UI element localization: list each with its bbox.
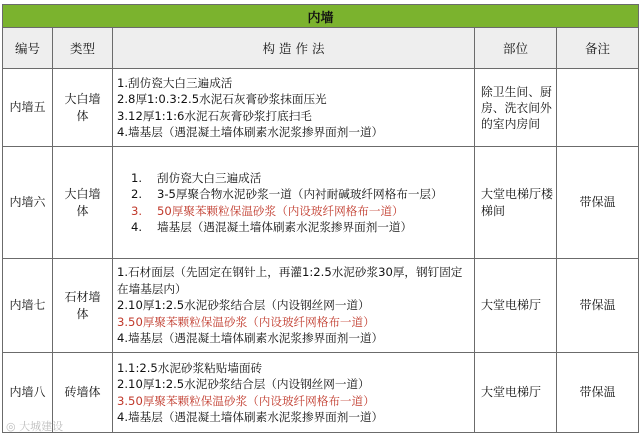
- row-num: 内墙五: [9, 100, 46, 114]
- method-step: 2.8厚1:0.3:2.5水泥石灰膏砂浆抹面压光: [117, 92, 327, 107]
- header-note: 备注: [557, 28, 639, 69]
- wall-table-container: [2, 4, 638, 433]
- method-step: 4.墙基层（遇混凝土墙体刷素水泥浆掺界面剂一道）: [117, 124, 384, 139]
- row-note: [557, 69, 639, 147]
- header-location: 部位: [475, 28, 557, 69]
- row-type: 石材墙体: [64, 289, 101, 321]
- row-num: 内墙八: [9, 385, 46, 399]
- method-step: 1.刮仿瓷大白三遍成活: [117, 75, 233, 90]
- watermark-text: 大城建设: [19, 420, 64, 433]
- row-note: 带保温: [557, 353, 639, 433]
- table-header-row: [3, 28, 639, 69]
- method-step: 2.10厚1:2.5水泥砂浆结合层（内设钢丝网一道）: [117, 298, 370, 313]
- row-method: [113, 69, 475, 147]
- row-note: 带保温: [557, 147, 639, 259]
- row-type: 大白墙体: [64, 186, 101, 218]
- method-step: 3.50厚聚苯颗粒保温砂浆（内设玻纤网格布一道）: [117, 393, 375, 408]
- row-method: [113, 147, 475, 259]
- method-step: 2.10厚1:2.5水泥砂浆结合层（内设钢丝网一道）: [117, 377, 370, 392]
- row-location: 大堂电梯厅楼梯间: [475, 147, 557, 259]
- method-step: 3.12厚1:1:6水泥石灰膏砂浆打底扫毛: [117, 108, 312, 123]
- row-type: 砖墙体: [64, 385, 101, 399]
- table-title: 内墙: [3, 5, 639, 28]
- row-num: 内墙六: [9, 195, 46, 209]
- watermark-logo: [6, 418, 63, 434]
- table-row: [3, 147, 639, 259]
- table-row: [3, 353, 639, 433]
- method-step: 1. 刮仿瓷大白三遍成活: [131, 170, 262, 185]
- header-method: 构 造 作 法: [113, 28, 475, 69]
- row-location: 大堂电梯厅: [475, 353, 557, 433]
- method-step: 3.50厚聚苯颗粒保温砂浆（内设玻纤网格布一道）: [117, 314, 375, 329]
- table-title-row: [3, 5, 639, 28]
- method-step: 4. 墙基层（遇混凝土墙体刷素水泥浆掺界面剂一道）: [131, 219, 413, 234]
- row-type: 大白墙体: [64, 91, 101, 123]
- row-num: 内墙七: [9, 298, 46, 312]
- row-method: [113, 259, 475, 353]
- row-location: 大堂电梯厅: [475, 259, 557, 353]
- method-step: 1.1:2.5水泥砂浆粘贴墙面砖: [117, 360, 263, 375]
- interior-wall-table: [2, 4, 639, 433]
- header-type: 类型: [53, 28, 113, 69]
- row-method: [113, 353, 475, 433]
- method-step: 3. 50厚聚苯颗粒保温砂浆（内设玻纤网格布一道）: [131, 203, 404, 218]
- table-row: [3, 69, 639, 147]
- method-step: 4.墙基层（遇混凝土墙体刷素水泥浆掺界面剂一道）: [117, 409, 384, 424]
- row-location: 除卫生间、厨房、洗衣间外的室内房间: [475, 69, 557, 147]
- method-step: 2. 3-5厚聚合物水泥砂浆一道（内衬耐碱玻纤网格布一层）: [131, 187, 443, 202]
- method-step: 4.墙基层（遇混凝土墙体刷素水泥浆掺界面剂一道）: [117, 331, 384, 346]
- row-note: 带保温: [557, 259, 639, 353]
- method-step: 1.石材面层（先固定在钢针上，再灌1:2.5水泥砂浆30厚，钢钉固定在墙基层内）: [117, 265, 463, 296]
- watermark-icon: ◎: [6, 420, 20, 433]
- header-num: 编号: [3, 28, 53, 69]
- table-row: [3, 259, 639, 353]
